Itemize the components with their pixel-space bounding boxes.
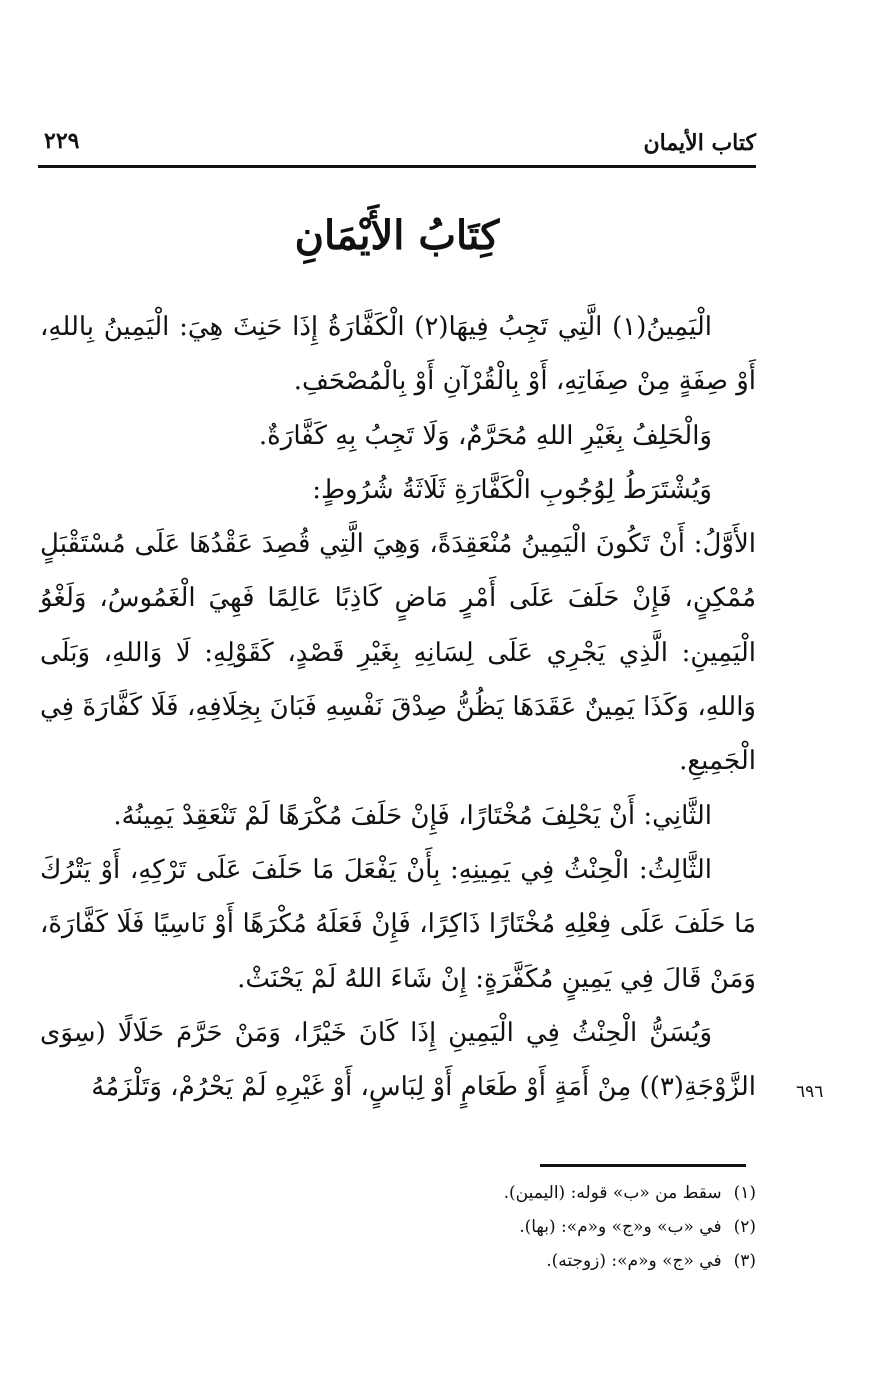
footnote [300, 1244, 756, 1278]
paragraph-condition-second: الثَّانِي: أَنْ يَحْلِفَ مُخْتَارًا، فَإِنْ حَلَفَ مُكْرَهًا لَمْ تَنْعَقِدْ يَمِينُهُ. [113, 800, 712, 831]
manuscript-page-ref: ٦٩٦ [796, 1082, 824, 1102]
footnote [300, 1210, 756, 1244]
body-text [40, 300, 756, 1114]
footnote-number: (٢) [733, 1217, 756, 1237]
paragraph-oath-by-other: وَالْحَلِفُ بِغَيْرِ اللهِ مُحَرَّمٌ، وَلَا تَجِبُ بِهِ كَفَّارَةٌ. [258, 420, 712, 451]
chapter-title: كِتَابُ الأَيْمَانِ [294, 212, 500, 259]
header-rule [38, 165, 756, 168]
footnote-number: (١) [733, 1183, 756, 1203]
page-number: ٢٢٩ [44, 128, 80, 154]
footnotes [300, 1176, 756, 1278]
paragraph-condition-third: الثَّالِثُ: الْحِنْثُ فِي يَمِينِهِ: بِأَنْ يَفْعَلَ مَا حَلَفَ عَلَى تَرْكِهِ، أَوْ يَتْرُكَ مَا حَلَفَ عَلَى فِعْلِهِ مُخْتَارًا ذَاكِرًا، فَإِنْ فَعَلَهُ مُكْرَهًا أَوْ نَاسِيًا فَلَا كَفَّارَةَ، وَمَنْ قَالَ فِي يَمِينٍ مُكَفَّرَةٍ: إِنْ شَاءَ اللهُ لَمْ يَحْنَثْ. [40, 854, 756, 994]
footnote-text: في «ب» و«ج» و«م»: (بها). [519, 1217, 722, 1237]
running-title: كتاب الأيمان [643, 130, 756, 156]
footnote-text: سقط من «ب» قوله: (اليمين). [503, 1183, 722, 1203]
footnote-text: في «ج» و«م»: (زوجته). [546, 1251, 722, 1271]
paragraph-conditions-intro: وَيُشْتَرَطُ لِوُجُوبِ الْكَفَّارَةِ ثَلَاثَةُ شُرُوطٍ: [312, 474, 712, 505]
footnote-rule [540, 1164, 746, 1167]
paragraph-breaking-oath: وَيُسَنُّ الْحِنْثُ فِي الْيَمِينِ إِذَا كَانَ خَيْرًا، وَمَنْ حَرَّمَ حَلَالًا (سِوَى الزَّوْجَةِ(٣)) مِنْ أَمَةٍ أَوْ طَعَامٍ أَوْ لِبَاسٍ، أَوْ غَيْرِهِ لَمْ يَحْرُمْ، وَتَلْزَمُهُ [40, 1017, 756, 1103]
footnote-number: (٣) [733, 1251, 756, 1271]
footnote [300, 1176, 756, 1210]
paragraph-definition: الْيَمِينُ(١) الَّتِي تَجِبُ فِيهَا(٢) الْكَفَّارَةُ إِذَا حَنِثَ هِيَ: الْيَمِينُ بِاللهِ، أَوْ صِفَةٍ مِنْ صِفَاتِهِ، أَوْ بِالْقُرْآنِ أَوْ بِالْمُصْحَفِ. [40, 312, 756, 397]
page-header [38, 126, 756, 166]
paragraph-condition-first: الأَوَّلُ: أَنْ تَكُونَ الْيَمِينُ مُنْعَقِدَةً، وَهِيَ الَّتِي قُصِدَ عَقْدُهَا عَلَى مُسْتَقْبَلٍ مُمْكِنٍ، فَإِنْ حَلَفَ عَلَى أَمْرٍ مَاضٍ كَاذِبًا عَالِمًا فَهِيَ الْغَمُوسُ، وَلَغْوُ الْيَمِينِ: الَّذِي يَجْرِي عَلَى لِسَانِهِ بِغَيْرِ قَصْدٍ، كَقَوْلِهِ: لَا وَاللهِ، وَبَلَى وَاللهِ، وَكَذَا يَمِينٌ عَقَدَهَا يَظُنُّ صِدْقَ نَفْسِهِ فَبَانَ بِخِلَافِهِ، فَلَا كَفَّارَةَ فِي الْجَمِيعِ. [40, 529, 756, 777]
